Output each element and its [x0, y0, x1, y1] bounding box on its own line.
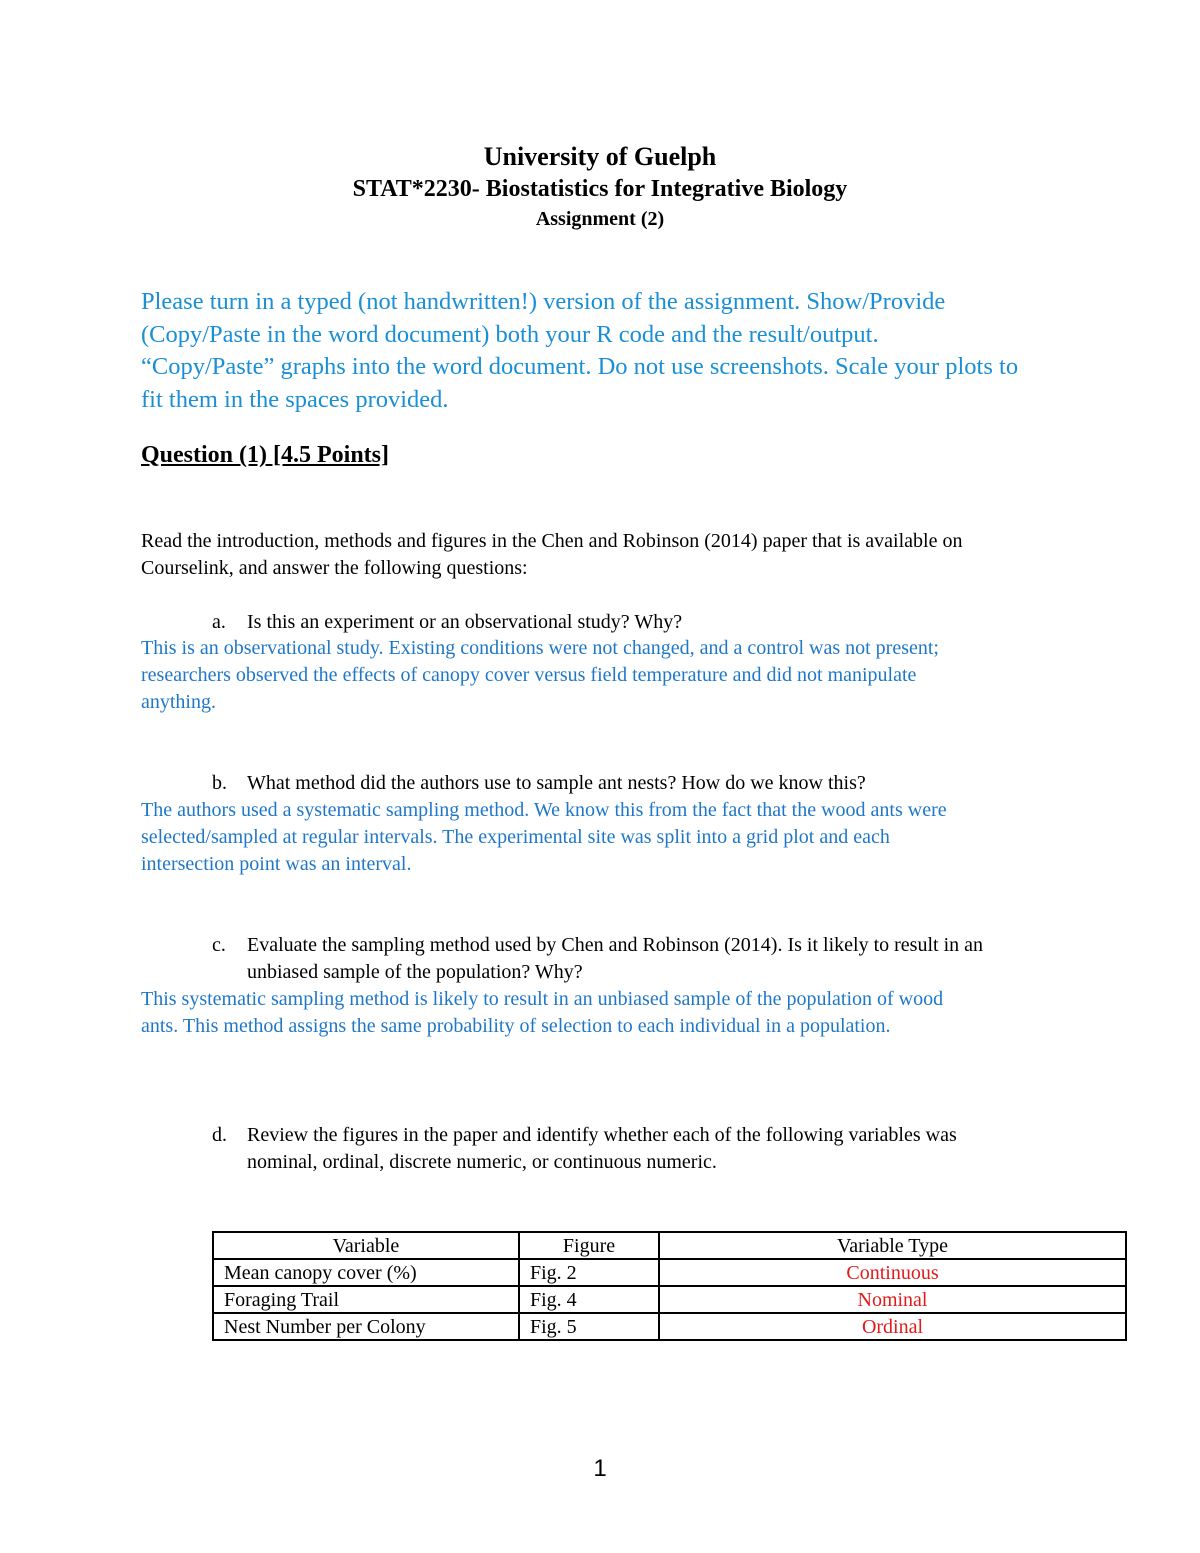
item-a-prompt: [247, 609, 682, 636]
table-cell-figure: Fig. 5: [519, 1313, 659, 1340]
answer-line: anything.: [141, 691, 216, 713]
course-title: STAT*2230- Biostatistics for Integrative Biology: [352, 176, 848, 202]
answer-line: ants. This method assigns the same probability of selection to each individual in a population.: [141, 1015, 891, 1037]
question-heading: Question (1) [4.5 Points]: [141, 442, 389, 468]
prompt-line: unbiased sample of the population? Why?: [247, 961, 583, 983]
table-row: [213, 1286, 1126, 1313]
table-row: [213, 1259, 1126, 1286]
table-cell-type: Nominal: [659, 1286, 1126, 1313]
intro-line: Read the introduction, methods and figures in the Chen and Robinson (2014) paper that is available on: [141, 530, 963, 552]
table-header-cell: Variable Type: [659, 1232, 1126, 1259]
page-number: 1: [593, 1455, 607, 1482]
table-header-cell: Figure: [519, 1232, 659, 1259]
item-c-answer: [141, 986, 943, 1040]
table-row: [213, 1313, 1126, 1340]
prompt-line: Evaluate the sampling method used by Chen and Robinson (2014). Is it likely to result in an: [247, 934, 983, 956]
table-cell-variable: Mean canopy cover (%): [213, 1259, 519, 1286]
variables-table: [212, 1231, 1127, 1341]
prompt-line: What method did the authors use to sample ant nests? How do we know this?: [247, 772, 866, 794]
answer-line: This systematic sampling method is likely to result in an unbiased sample of the population of wood: [141, 988, 944, 1010]
item-d-prompt: [247, 1122, 957, 1176]
table-cell-variable: Nest Number per Colony: [213, 1313, 519, 1340]
answer-line: The authors used a systematic sampling method. We know this from the fact that the wood ants were: [141, 799, 947, 821]
answer-line: selected/sampled at regular intervals. The experimental site was split into a grid plot and each: [141, 826, 890, 848]
item-a-answer: [141, 635, 939, 716]
table-cell-variable: Foraging Trail: [213, 1286, 519, 1313]
instructions-block: [141, 286, 1141, 416]
prompt-line: Review the figures in the paper and identify whether each of the following variables was: [247, 1124, 957, 1146]
table-cell-figure: Fig. 2: [519, 1259, 659, 1286]
prompt-line: Is this an experiment or an observational study? Why?: [247, 611, 683, 633]
instructions-line: “Copy/Paste” graphs into the word document. Do not use screenshots. Scale your plots to: [141, 353, 1019, 380]
item-d-label: d.: [212, 1124, 227, 1146]
table-cell-type: Continuous: [659, 1259, 1126, 1286]
item-b-label: b.: [212, 772, 227, 794]
table-cell-type: Ordinal: [659, 1313, 1126, 1340]
university-title: University of Guelph: [483, 142, 717, 171]
instructions-line: (Copy/Paste in the word document) both your R code and the result/output.: [141, 320, 879, 348]
instructions-line: fit them in the spaces provided.: [141, 385, 449, 413]
assignment-title: Assignment (2): [535, 208, 665, 230]
item-c-prompt: [247, 932, 983, 986]
item-b-prompt: [247, 770, 866, 797]
prompt-line: nominal, ordinal, discrete numeric, or continuous numeric.: [247, 1151, 717, 1173]
item-b-answer: [141, 797, 947, 878]
table-header-cell: Variable: [213, 1232, 519, 1259]
table-cell-figure: Fig. 4: [519, 1286, 659, 1313]
answer-line: This is an observational study. Existing conditions were not changed, and a control was not present;: [141, 637, 939, 659]
answer-line: researchers observed the effects of canopy cover versus field temperature and did not manipulate: [141, 664, 917, 686]
item-a-label: a.: [212, 611, 226, 633]
answer-line: intersection point was an interval.: [141, 853, 412, 875]
item-c-label: c.: [212, 934, 226, 956]
question-intro: [141, 528, 962, 582]
instructions-line: Please turn in a typed (not handwritten!) version of the assignment. Show/Provide: [141, 288, 946, 315]
table-header-row: [213, 1232, 1126, 1259]
intro-line: Courselink, and answer the following questions:: [141, 557, 528, 579]
